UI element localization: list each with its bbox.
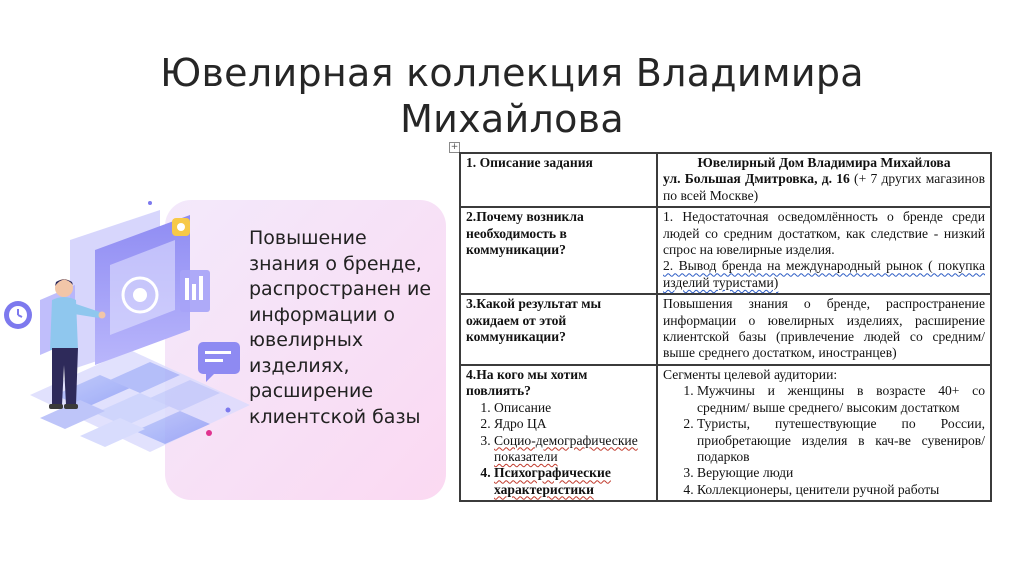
- row1-left-cell: 1. Описание задания: [460, 153, 657, 207]
- list-item: 4. Коллекционеры, ценители ручной работы: [697, 482, 985, 498]
- row4-left-list: [466, 400, 651, 498]
- row1-brand-name: Ювелирный Дом Владимира Михайлова: [697, 155, 951, 170]
- row1-address-rest: (+ 7 других магазинов по всей Москве): [663, 171, 985, 203]
- list-item: 1. Мужчины и женщины в возрасте 40+ со средним/ выше среднего/ высоким достатком: [697, 383, 985, 416]
- row4-segments-list: [663, 383, 985, 498]
- decor-dot: [206, 430, 212, 436]
- decor-dot: [226, 408, 231, 413]
- row2-reason-1: 1. Недостаточная осведомлённость о бренде среди людей со средним достатком, как следствие - низкий спрос на ювелирные изделия.: [663, 209, 985, 258]
- row3-left-cell: 3.Какой результат мы ожидаем от этой коммуникации?: [460, 294, 657, 365]
- row3-right-cell: Повышения знания о бренде, распространение информации о ювелирных изделиях, расширение клиентской базы (привлечение людей со средним/выше среднего достатком, иностранцев): [657, 294, 991, 365]
- brief-table: [459, 152, 992, 502]
- row1-right-cell: [657, 153, 991, 207]
- row4-segments-heading: Сегменты целевой аудитории:: [663, 366, 838, 382]
- row4-right-cell: [657, 365, 991, 501]
- table-row: [460, 365, 991, 501]
- row2-left-cell: 2.Почему возникла необходимость в коммуникации?: [460, 207, 657, 294]
- list-item: 4. Психографические характеристики: [494, 465, 651, 498]
- star-badge-icon: [172, 218, 190, 236]
- table-move-handle-icon[interactable]: +: [450, 142, 459, 152]
- row1-address: ул. Большая Дмитровка, д. 16: [663, 171, 850, 187]
- decor-dot: [148, 201, 152, 205]
- brief-table-container: [449, 142, 994, 574]
- list-item: 3. Верующие люди: [697, 465, 985, 481]
- list-item: 2. Туристы, путешествующие по России, приобретающие изделия в кач-ве сувениров/подарков: [697, 416, 985, 465]
- row2-right-cell: [657, 207, 991, 294]
- list-item: 2. Ядро ЦА: [494, 416, 651, 432]
- table-row: [460, 153, 991, 207]
- slide-title: Ювелирная коллекция Владимира Михайлова: [160, 51, 864, 141]
- table-row: [460, 207, 991, 294]
- row2-reason-2: 2. Вывод бренда на международный рынок ( покупка изделий туристами): [663, 258, 985, 290]
- clock-icon: [4, 301, 32, 329]
- side-summary-text: Повышение знания о бренде, распространен ие информации о ювелирных изделиях, расширение клиентской базы: [249, 227, 432, 428]
- list-item: 1. Описание: [494, 400, 651, 416]
- row4-left-heading: 4.На кого мы хотим повлиять?: [466, 366, 588, 399]
- row4-left-cell: [460, 365, 657, 501]
- table-row: [460, 294, 991, 365]
- list-item: 3. Социо-демографические показатели: [494, 433, 651, 466]
